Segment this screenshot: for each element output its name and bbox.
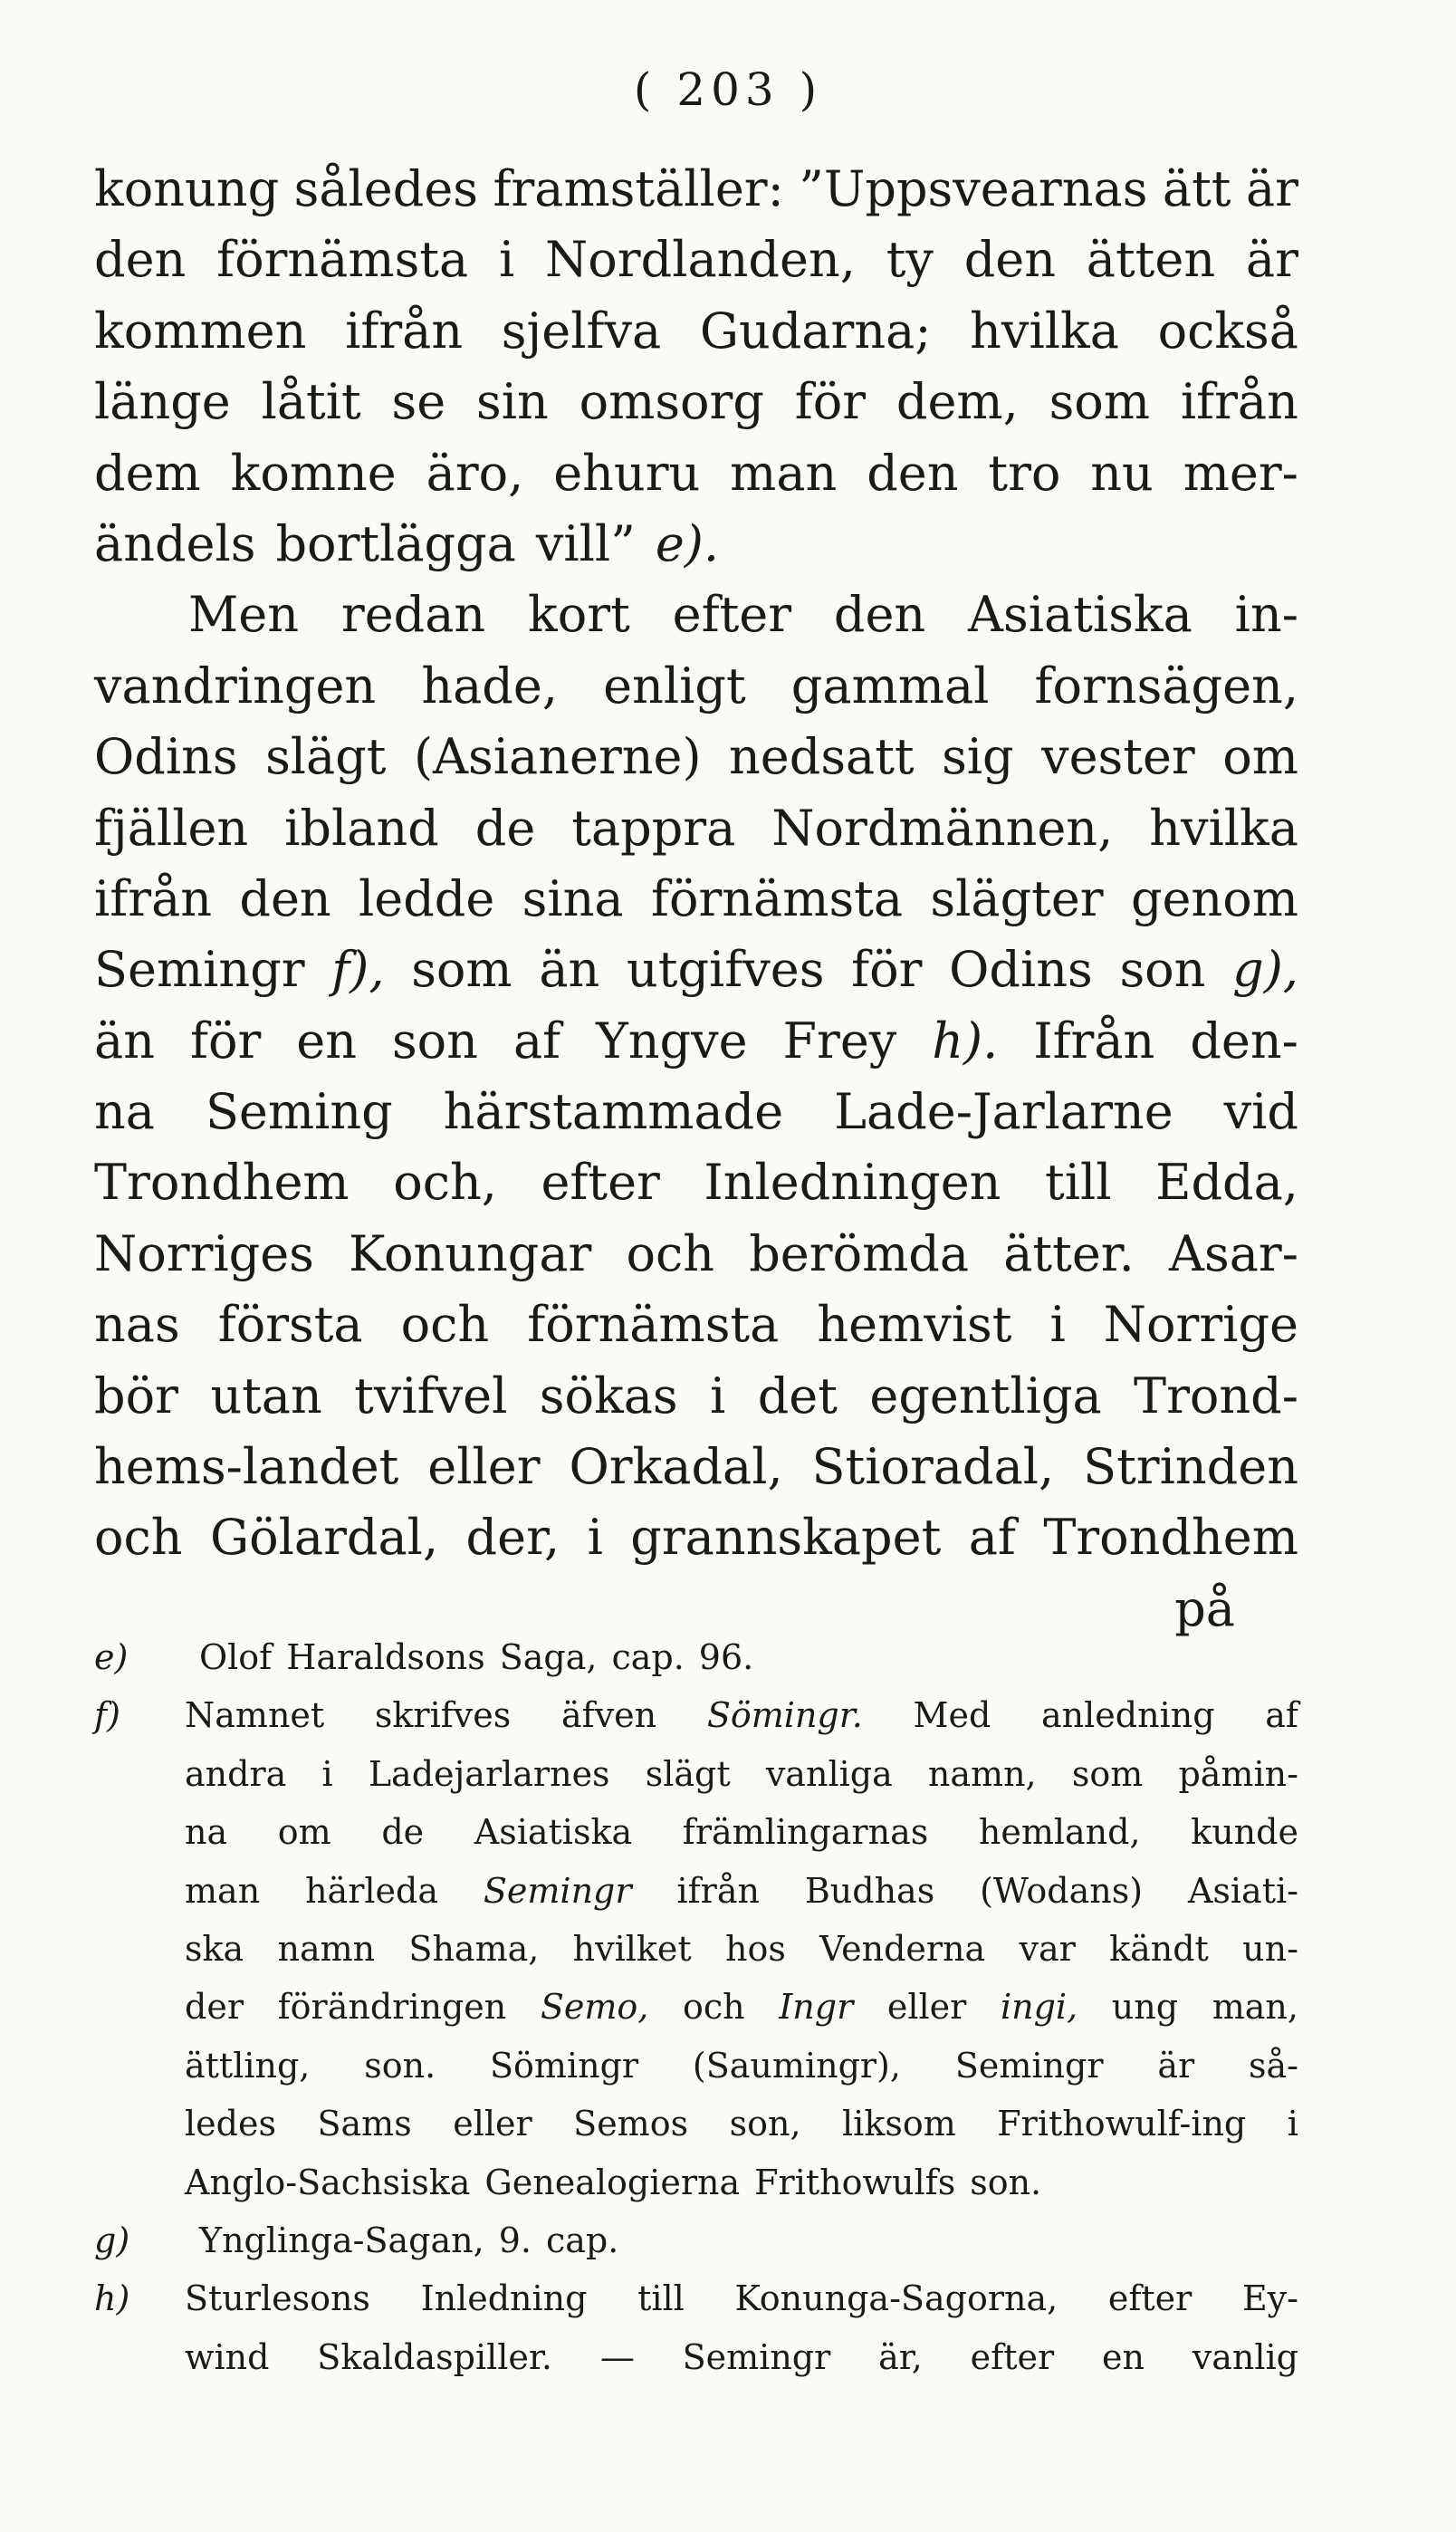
word: låtit bbox=[261, 373, 361, 431]
word: det bbox=[757, 1367, 838, 1424]
word: Ingr bbox=[779, 1987, 854, 2028]
word: efter bbox=[970, 2336, 1055, 2377]
word: nas bbox=[94, 1296, 180, 1354]
word: påmin- bbox=[1178, 1753, 1298, 1794]
word: ibland bbox=[284, 799, 439, 857]
word: tvifvel bbox=[354, 1367, 508, 1424]
word: fjällen bbox=[94, 799, 249, 857]
footnote-text bbox=[185, 1803, 1298, 1861]
word: Asiatiska bbox=[968, 586, 1193, 644]
footnote-mark: h) bbox=[94, 2278, 130, 2319]
body-line bbox=[94, 580, 1298, 650]
word: Stioradal, bbox=[811, 1438, 1055, 1496]
word: i bbox=[321, 1753, 333, 1794]
word: nu bbox=[1090, 444, 1154, 502]
word: konung bbox=[94, 160, 280, 217]
word: Men bbox=[188, 586, 300, 644]
word: in- bbox=[1234, 586, 1298, 644]
footnotes bbox=[94, 1628, 1298, 2386]
word: utgifves bbox=[626, 941, 825, 999]
word: den- bbox=[1190, 1012, 1298, 1069]
word: sina bbox=[522, 869, 624, 927]
word: vandringen bbox=[94, 657, 377, 715]
word: för bbox=[851, 941, 923, 999]
word: grannskapet bbox=[630, 1509, 942, 1567]
word: ledes bbox=[185, 2104, 276, 2144]
word: hade, bbox=[421, 657, 558, 715]
word: Semo, bbox=[540, 1987, 649, 2028]
body-line bbox=[94, 1502, 1298, 1573]
word: är bbox=[1245, 160, 1298, 217]
body-line bbox=[94, 793, 1298, 864]
word: i bbox=[1049, 1296, 1066, 1354]
body-line bbox=[94, 1077, 1298, 1147]
word: en bbox=[296, 1012, 357, 1069]
word: Semingr bbox=[682, 2336, 831, 2377]
word: den bbox=[94, 231, 187, 289]
body-line bbox=[94, 296, 1298, 367]
word: som bbox=[1049, 373, 1151, 431]
word: också bbox=[1157, 302, 1298, 360]
word: sin bbox=[476, 373, 549, 431]
word: Norriges bbox=[94, 1224, 314, 1282]
word: man bbox=[185, 1870, 261, 1911]
body-line bbox=[94, 1006, 1298, 1077]
word: vester bbox=[1041, 728, 1195, 786]
body-line bbox=[94, 1219, 1298, 1290]
word: Frithowulf-ing bbox=[997, 2104, 1247, 2144]
word: Ynglinga-Sagan, bbox=[199, 2220, 484, 2260]
word: ändels bbox=[94, 514, 256, 572]
body-line bbox=[94, 1361, 1298, 1432]
footnote-line bbox=[94, 1628, 1298, 1686]
body-line bbox=[94, 1432, 1298, 1502]
footnote-text bbox=[185, 2269, 1298, 2327]
footnote-line bbox=[94, 1803, 1298, 1861]
word: förnämsta bbox=[216, 231, 469, 289]
word: son bbox=[391, 1012, 478, 1069]
word: wind bbox=[185, 2336, 270, 2377]
body-line bbox=[94, 438, 1298, 509]
footnote-text bbox=[185, 2153, 1298, 2211]
word: ifrån bbox=[1180, 373, 1298, 431]
word: slägt bbox=[265, 728, 387, 786]
word: är bbox=[1157, 2045, 1195, 2086]
body-line bbox=[94, 722, 1298, 792]
word: andra bbox=[185, 1753, 287, 1794]
word: nedsatt bbox=[729, 728, 915, 786]
word: der bbox=[185, 1987, 244, 2028]
word: Gölardal, bbox=[209, 1509, 439, 1567]
footnote-text bbox=[185, 2037, 1298, 2095]
word: vill” bbox=[535, 514, 636, 572]
word: ätten bbox=[1086, 231, 1216, 289]
word: g), bbox=[1232, 941, 1298, 999]
word: härleda bbox=[305, 1870, 438, 1911]
word: Budhas bbox=[804, 1870, 935, 1911]
word: vid bbox=[1223, 1083, 1298, 1141]
word: son. bbox=[970, 2162, 1042, 2202]
footnote-line bbox=[94, 2328, 1298, 2386]
word: till bbox=[1045, 1154, 1112, 1212]
word: är, bbox=[878, 2336, 923, 2377]
word: (Asianerne) bbox=[413, 728, 702, 786]
word: eller bbox=[427, 1438, 541, 1496]
word: (Saumingr), bbox=[692, 2045, 901, 2086]
footnote-mark: f) bbox=[94, 1695, 120, 1736]
word: h). bbox=[932, 1012, 999, 1069]
footnote-mark: e) bbox=[94, 1637, 129, 1677]
word: en bbox=[1101, 2336, 1145, 2377]
footnote-text bbox=[199, 1628, 1298, 1686]
word: Sömingr. bbox=[706, 1695, 863, 1736]
word: Yngve bbox=[596, 1012, 748, 1069]
word: (Wodans) bbox=[980, 1870, 1144, 1911]
word: och bbox=[400, 1296, 490, 1354]
word: som bbox=[411, 941, 512, 999]
word: ledde bbox=[359, 869, 495, 927]
word: kändt bbox=[1109, 1928, 1209, 1969]
word: genom bbox=[1130, 869, 1298, 927]
word: Trondhem bbox=[1043, 1509, 1298, 1567]
word: cap. bbox=[545, 2220, 619, 2260]
word: af bbox=[1265, 1695, 1298, 1736]
word: hos bbox=[725, 1928, 786, 1969]
word: efter bbox=[541, 1154, 660, 1212]
body-line bbox=[94, 367, 1298, 437]
word: Frithowulfs bbox=[754, 2162, 956, 2202]
word: af bbox=[968, 1509, 1016, 1567]
word: ätt bbox=[1162, 160, 1231, 217]
word: om bbox=[1222, 728, 1298, 786]
word: ifrån bbox=[345, 302, 464, 360]
word: se bbox=[391, 373, 446, 431]
word: ifrån bbox=[676, 1870, 760, 1911]
word: hvilket bbox=[572, 1928, 692, 1969]
word: son, bbox=[729, 2104, 801, 2144]
word: Asar- bbox=[1168, 1224, 1298, 1282]
word: Gudarna; bbox=[699, 302, 932, 360]
word: Sömingr bbox=[490, 2045, 639, 2086]
word: framställer: bbox=[493, 160, 784, 217]
word: Inledning bbox=[420, 2278, 588, 2319]
word: den bbox=[833, 586, 926, 644]
word: Saga, bbox=[499, 1637, 598, 1677]
word: Venderna bbox=[819, 1928, 986, 1969]
word: — bbox=[599, 2336, 635, 2377]
word: Edda, bbox=[1155, 1154, 1298, 1212]
word: de bbox=[381, 1812, 425, 1853]
footnote-line bbox=[94, 2153, 1298, 2211]
word: Ladejarlarnes bbox=[368, 1753, 610, 1794]
word: redan bbox=[340, 586, 486, 644]
word: som bbox=[1071, 1753, 1144, 1794]
word: var bbox=[1019, 1928, 1076, 1969]
word: utan bbox=[210, 1367, 322, 1424]
word: äro, bbox=[426, 444, 524, 502]
word: Orkadal, bbox=[569, 1438, 783, 1496]
word: Frey bbox=[782, 1012, 897, 1069]
word: Norrige bbox=[1103, 1296, 1298, 1354]
word: efter bbox=[1107, 2278, 1193, 2319]
word: Asiatiska bbox=[474, 1812, 633, 1853]
word: hems-landet bbox=[94, 1438, 399, 1496]
word: än bbox=[539, 941, 600, 999]
word: i bbox=[587, 1509, 603, 1567]
word: ung bbox=[1111, 1987, 1179, 2028]
catchword: på bbox=[1174, 1579, 1235, 1637]
word: vanliga bbox=[765, 1753, 893, 1794]
footnote-line bbox=[94, 2037, 1298, 2095]
word: efter bbox=[672, 586, 792, 644]
word: Konungar bbox=[349, 1224, 592, 1282]
word: vanlig bbox=[1192, 2336, 1298, 2377]
word: dem bbox=[94, 444, 201, 502]
word: ska bbox=[185, 1928, 244, 1969]
word: man, bbox=[1212, 1987, 1298, 2028]
word: Odins bbox=[949, 941, 1093, 999]
body-text bbox=[94, 154, 1298, 1645]
word: na bbox=[185, 1812, 228, 1853]
word: namn, bbox=[927, 1753, 1037, 1794]
body-line bbox=[94, 509, 1298, 580]
footnote-line bbox=[94, 2269, 1298, 2327]
word: länge bbox=[94, 373, 231, 431]
word: så- bbox=[1249, 2045, 1298, 2086]
word: Sams bbox=[317, 2104, 412, 2144]
footnote-line bbox=[94, 1745, 1298, 1803]
word: fornsägen, bbox=[1034, 657, 1298, 715]
word: ”Uppsvearnas bbox=[799, 160, 1148, 217]
word: Haraldsons bbox=[286, 1637, 485, 1677]
word: ingi, bbox=[1000, 1987, 1078, 2028]
word: den bbox=[867, 444, 959, 502]
footnote-line bbox=[94, 1686, 1298, 1744]
word: Shama, bbox=[408, 1928, 540, 1969]
word: ättling, bbox=[185, 2045, 311, 2086]
word: ty bbox=[886, 231, 934, 289]
word: man bbox=[730, 444, 838, 502]
word: Semingr bbox=[94, 941, 305, 999]
word: un- bbox=[1242, 1928, 1298, 1969]
word: ehuru bbox=[553, 444, 701, 502]
word: Ifrån bbox=[1033, 1012, 1155, 1069]
word: Semos bbox=[573, 2104, 689, 2144]
word: Ey- bbox=[1241, 2278, 1298, 2319]
word: förnämsta bbox=[527, 1296, 780, 1354]
word: af bbox=[512, 1012, 561, 1069]
word: bortlägga bbox=[275, 514, 516, 572]
word: Trondhem bbox=[94, 1154, 350, 1212]
word: Strinden bbox=[1083, 1438, 1298, 1496]
word: berömda bbox=[749, 1224, 970, 1282]
word: förnämsta bbox=[650, 869, 904, 927]
body-line bbox=[94, 1290, 1298, 1360]
word: tro bbox=[988, 444, 1061, 502]
word: Inledningen bbox=[704, 1154, 1001, 1212]
word: namn bbox=[277, 1928, 376, 1969]
word: ifrån bbox=[94, 869, 213, 927]
word: e). bbox=[655, 514, 720, 572]
word: härstammade bbox=[443, 1083, 784, 1141]
word: kort bbox=[528, 586, 630, 644]
word: Odins bbox=[94, 728, 238, 786]
footnote-text bbox=[185, 1862, 1298, 1920]
word: hemland, bbox=[978, 1812, 1141, 1853]
body-line bbox=[94, 651, 1298, 722]
word: Skaldaspiller. bbox=[317, 2336, 552, 2377]
word: sjelfva bbox=[501, 302, 662, 360]
word: skrifves bbox=[374, 1695, 512, 1736]
word: kommen bbox=[94, 302, 307, 360]
word: och bbox=[94, 1509, 183, 1567]
footnote-text bbox=[185, 2328, 1298, 2386]
word: tappra bbox=[571, 799, 736, 857]
footnote-mark: g) bbox=[94, 2220, 130, 2260]
word: dem, bbox=[896, 373, 1019, 431]
word: son. bbox=[364, 2045, 436, 2086]
word: främlingarnas bbox=[682, 1812, 929, 1853]
word: hvilka bbox=[970, 302, 1119, 360]
word: sökas bbox=[539, 1367, 678, 1424]
word: komne bbox=[230, 444, 397, 502]
word: liksom bbox=[842, 2104, 956, 2144]
word: för bbox=[189, 1012, 262, 1069]
word: för bbox=[794, 373, 867, 431]
word: slägt bbox=[645, 1753, 731, 1794]
body-line bbox=[94, 154, 1298, 225]
word: är bbox=[1245, 231, 1298, 289]
word: gammal bbox=[790, 657, 990, 715]
word: Konunga-Sagorna, bbox=[734, 2278, 1058, 2319]
page-number: ( 203 ) bbox=[633, 63, 823, 116]
word: förändringen bbox=[277, 1987, 507, 2028]
footnote-line bbox=[94, 2095, 1298, 2153]
word: Nordlanden, bbox=[545, 231, 856, 289]
word: hvilka bbox=[1149, 799, 1298, 857]
word: sig bbox=[942, 728, 1014, 786]
footnote-line bbox=[94, 1920, 1298, 1978]
footnote-text bbox=[185, 1686, 1298, 1744]
word: Trond- bbox=[1134, 1367, 1298, 1424]
word: i bbox=[498, 231, 515, 289]
body-line bbox=[94, 864, 1298, 935]
word: de bbox=[474, 799, 536, 857]
word: och bbox=[626, 1224, 715, 1282]
word: Olof bbox=[199, 1637, 273, 1677]
word: Semingr bbox=[954, 2045, 1104, 2086]
word: således bbox=[293, 160, 478, 217]
footnote-line bbox=[94, 2211, 1298, 2269]
word: enligt bbox=[603, 657, 746, 715]
word: äfven bbox=[560, 1695, 657, 1736]
word: der, bbox=[465, 1509, 560, 1567]
word: Seming bbox=[205, 1083, 393, 1141]
footnote-text bbox=[185, 1745, 1298, 1803]
word: egentliga bbox=[869, 1367, 1102, 1424]
footnote-line bbox=[94, 1978, 1298, 2036]
word: slägter bbox=[930, 869, 1104, 927]
footnote-text bbox=[185, 1978, 1298, 2036]
word: son bbox=[1119, 941, 1206, 999]
word: Med bbox=[913, 1695, 991, 1736]
word: Lade-Jarlarne bbox=[834, 1083, 1173, 1141]
word: i bbox=[710, 1367, 726, 1424]
word: anledning bbox=[1041, 1695, 1215, 1736]
word: den bbox=[239, 869, 331, 927]
word: och, bbox=[393, 1154, 497, 1212]
word: omsorg bbox=[579, 373, 764, 431]
word: eller bbox=[886, 1987, 967, 2028]
word: i bbox=[1287, 2104, 1298, 2144]
word: kunde bbox=[1191, 1812, 1298, 1853]
word: Genealogierna bbox=[484, 2162, 741, 2202]
word: Semingr bbox=[483, 1870, 632, 1911]
word: mer- bbox=[1183, 444, 1298, 502]
word: na bbox=[94, 1083, 155, 1141]
word: om bbox=[277, 1812, 331, 1853]
footnote-text bbox=[199, 2211, 1298, 2269]
body-line bbox=[94, 1147, 1298, 1218]
word: bör bbox=[94, 1367, 178, 1424]
word: första bbox=[217, 1296, 363, 1354]
word: Asiati- bbox=[1187, 1870, 1298, 1911]
word: Anglo-Sachsiska bbox=[185, 2162, 471, 2202]
word: än bbox=[94, 1012, 155, 1069]
word: och bbox=[683, 1987, 745, 2028]
word: eller bbox=[453, 2104, 532, 2144]
word: 9. bbox=[498, 2220, 532, 2260]
word: Namnet bbox=[185, 1695, 325, 1736]
word: 96. bbox=[698, 1637, 754, 1677]
word: Nordmännen, bbox=[771, 799, 1114, 857]
word: cap. bbox=[611, 1637, 685, 1677]
word: till bbox=[637, 2278, 685, 2319]
body-line bbox=[94, 935, 1298, 1005]
word: Sturlesons bbox=[185, 2278, 370, 2319]
footnote-line bbox=[94, 1862, 1298, 1920]
footnote-text bbox=[185, 1920, 1298, 1978]
footnote-text bbox=[185, 2095, 1298, 2153]
word: ätter. bbox=[1003, 1224, 1135, 1282]
word: den bbox=[963, 231, 1056, 289]
body-line bbox=[94, 225, 1298, 295]
word: f), bbox=[331, 941, 385, 999]
word: hemvist bbox=[817, 1296, 1012, 1354]
